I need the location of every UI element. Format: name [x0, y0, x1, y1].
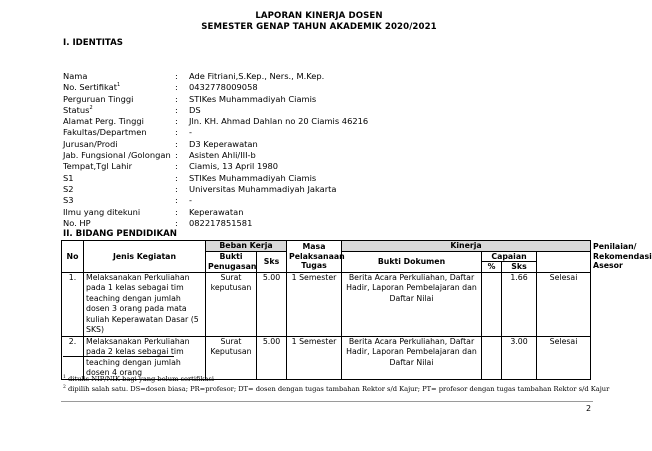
footnote-ref: 1 [116, 82, 121, 89]
identity-value: Universitas Muhammadiyah Jakarta [189, 183, 337, 194]
document-title: LAPORAN KINERJA DOSEN [255, 11, 383, 21]
identity-label [63, 173, 175, 184]
identity-value: STIKes Muhammadiyah Ciamis [189, 172, 317, 183]
document-header [0, 11, 638, 33]
identity-colon: : [175, 127, 178, 138]
identity-colon: : [175, 104, 178, 115]
identity-label-text: S3 [63, 195, 74, 206]
cell-no: 1. [62, 272, 84, 336]
identity-label-text: Perguruan Tinggi [63, 93, 134, 104]
header-bukti-penugasan: Bukti Penugasan [206, 251, 257, 272]
identity-label-text: Nama [63, 71, 88, 81]
identity-label [63, 94, 175, 105]
footnote-number: 1 [63, 374, 66, 380]
identity-label-text: Tempat,Tgl Lahir [63, 161, 133, 172]
identity-row [63, 82, 368, 93]
identity-value: Ade Fitriani,S.Kep., Ners., M.Kep. [189, 71, 325, 81]
identity-label [63, 150, 175, 161]
footnote-1 [63, 375, 214, 383]
identity-colon: : [175, 161, 178, 172]
cell-sks: 5.00 [257, 336, 287, 379]
identity-label-text: No. HP [63, 217, 91, 228]
identity-label [63, 195, 175, 206]
identity-label-text: Status [63, 104, 90, 115]
identity-value: Asisten Ahli/III-b [189, 150, 256, 161]
header-bukti-dokumen: Bukti Dokumen [342, 251, 482, 272]
cell-masa: 1 Semester [287, 336, 342, 379]
identity-label [63, 139, 175, 150]
cell-bukti-dokumen: Berita Acara Perkuliahan, Daftar Hadir, Laporan Pembelajaran dan Daftar Nilai [342, 336, 482, 379]
footnote-text: dipilih salah satu. DS=dosen biasa; PR=profesor; DT= dosen dengan tugas tambahan Rektor s/d Kajur; PT= profesor dengan tugas tambahan Rektor s/d Kajur [68, 385, 610, 393]
cell-no: 2. [62, 336, 84, 379]
footnote-ref: 2 [89, 105, 93, 112]
section-identitas-heading: I. IDENTITAS [63, 38, 123, 48]
identity-label [63, 207, 175, 218]
identity-colon: : [175, 172, 178, 183]
footnote-2 [63, 385, 609, 393]
identity-row [63, 173, 368, 184]
identity-label [63, 82, 175, 93]
cell-masa: 1 Semester [287, 272, 342, 336]
identity-label-text: S2 [63, 183, 74, 194]
header-capaian: Capaian [482, 251, 537, 262]
identity-row [63, 161, 368, 172]
identity-colon: : [175, 150, 178, 161]
identity-row [63, 207, 368, 218]
header-sks: Sks [257, 251, 287, 272]
identity-colon: : [175, 71, 178, 81]
identity-row [63, 71, 368, 82]
identity-label [63, 184, 175, 195]
cell-bukti-dokumen: Berita Acara Perkuliahan, Daftar Hadir, Laporan Pembelajaran dan Daftar Nilai [342, 272, 482, 336]
header-jenis-kegiatan: Jenis Kegiatan [84, 241, 206, 273]
identity-row [63, 218, 368, 229]
cell-jenis-kegiatan: Melaksanakan Perkuliahan pada 1 kelas sebagai tim teaching dengan jumlah dosen 3 orang pada mata kuliah Keperawatan Dasar (5 SKS) [84, 272, 206, 336]
cell-capaian-sks: 3.00 [502, 336, 537, 379]
identity-value: STIKes Muhammadiyah Ciamis [189, 93, 317, 104]
identity-row [63, 116, 368, 127]
cell-bukti-penugasan: Surat Keputusan [206, 336, 257, 379]
identity-row [63, 139, 368, 150]
cell-bukti-penugasan: Surat keputusan [206, 272, 257, 336]
table-row [62, 272, 591, 336]
identity-label-text: No. Sertifikat [63, 82, 117, 93]
cell-penilaian: Selesai [537, 272, 591, 336]
identity-label [63, 218, 175, 229]
header-masa-pelaksanaan: Masa Pelaksanaan Tugas [287, 241, 342, 273]
identity-colon: : [175, 183, 178, 194]
identity-value: - [189, 195, 192, 206]
identity-label [63, 71, 175, 82]
header-kinerja: Kinerja [342, 241, 591, 252]
document-subtitle: SEMESTER GENAP TAHUN AKADEMIK 2020/2021 [201, 22, 437, 32]
page-footer-line [61, 401, 593, 402]
identity-colon: : [175, 206, 178, 217]
footnote-number: 2 [63, 384, 66, 390]
identity-label [63, 161, 175, 172]
identity-label-text: Alamat Perg. Tinggi [63, 116, 144, 127]
header-capaian-percent: % [482, 262, 502, 273]
header-no: No [62, 241, 84, 273]
identity-value: Ciamis, 13 April 1980 [189, 161, 279, 172]
identity-value: D3 Keperawatan [189, 138, 258, 149]
identity-table [63, 71, 368, 229]
footnote-text: ditulis NIP/NIK bagi yang belum sertifikasi [68, 375, 215, 383]
cell-sks: 5.00 [257, 272, 287, 336]
header-capaian-sks: Sks [502, 262, 537, 273]
identity-row [63, 94, 368, 105]
identity-label-text: Jab. Fungsional /Golongan [63, 150, 171, 161]
footnote-separator [63, 356, 174, 357]
section-pendidikan-heading: II. BIDANG PENDIDIKAN [63, 229, 177, 239]
identity-label-text: Ilmu yang ditekuni [63, 206, 141, 217]
table-row [62, 336, 591, 379]
header-beban-kerja: Beban Kerja [206, 241, 287, 252]
cell-jenis-kegiatan: Melaksanakan Perkuliahan pada 2 kelas sebagai tim teaching dengan jumlah dosen 4 orang [84, 336, 206, 379]
identity-label-text: Jurusan/Prodi [63, 138, 118, 149]
page-number: 2 [586, 404, 592, 413]
identity-label [63, 116, 175, 127]
identity-value: DS [189, 104, 201, 115]
identity-value: Keperawatan [189, 206, 244, 217]
identity-row [63, 127, 368, 138]
identity-colon: : [175, 82, 178, 93]
identity-row [63, 195, 368, 206]
identity-label-text: Fakultas/Departmen [63, 127, 147, 138]
identity-row [63, 150, 368, 161]
identity-colon: : [175, 195, 178, 206]
identity-colon: : [175, 217, 178, 228]
cell-capaian-percent [482, 272, 502, 336]
identity-row [63, 105, 368, 116]
education-table: No Jenis Kegiatan Beban Kerja Masa Pelaksanaan Tugas Kinerja Penilaian/ Rekomendasi Asesor Bukti Penugasan Sks Bukti Dokumen Capaian % Sks 1. Melaksanakan Perkuliahan pada 1 kelas sebagai tim teaching dengan jumlah dosen 3 orang pada mata kuliah Keperawatan Dasar (5 SKS) Surat keputusan 5.00 1 Semester Berita Acara Perkuliahan, Daftar Hadir, Laporan Pembelajaran dan Daftar Nilai 1.66 Selesai 2. Melaksanakan Perkuliahan pada 2 kelas sebagai tim teaching dengan jumlah dosen 4 orang Surat Keputusan 5.00 1 Semester Berita Acara Perkuliahan, Daftar Hadir, Laporan Pembelajaran dan Daftar Nilai 3.00 Selesai [61, 240, 591, 380]
cell-capaian-sks: 1.66 [502, 272, 537, 336]
identity-value: 082217851581 [189, 217, 253, 228]
identity-row [63, 184, 368, 195]
cell-penilaian: Selesai [537, 336, 591, 379]
identity-colon: : [175, 93, 178, 104]
identity-value: Jln. KH. Ahmad Dahlan no 20 Ciamis 46216 [189, 116, 369, 127]
identity-colon: : [175, 138, 178, 149]
identity-value: - [189, 127, 192, 138]
identity-label [63, 105, 175, 116]
identity-label-text: S1 [63, 172, 74, 183]
identity-label [63, 127, 175, 138]
identity-value: 0432778009058 [189, 82, 258, 93]
identity-colon: : [175, 116, 178, 127]
cell-capaian-percent [482, 336, 502, 379]
